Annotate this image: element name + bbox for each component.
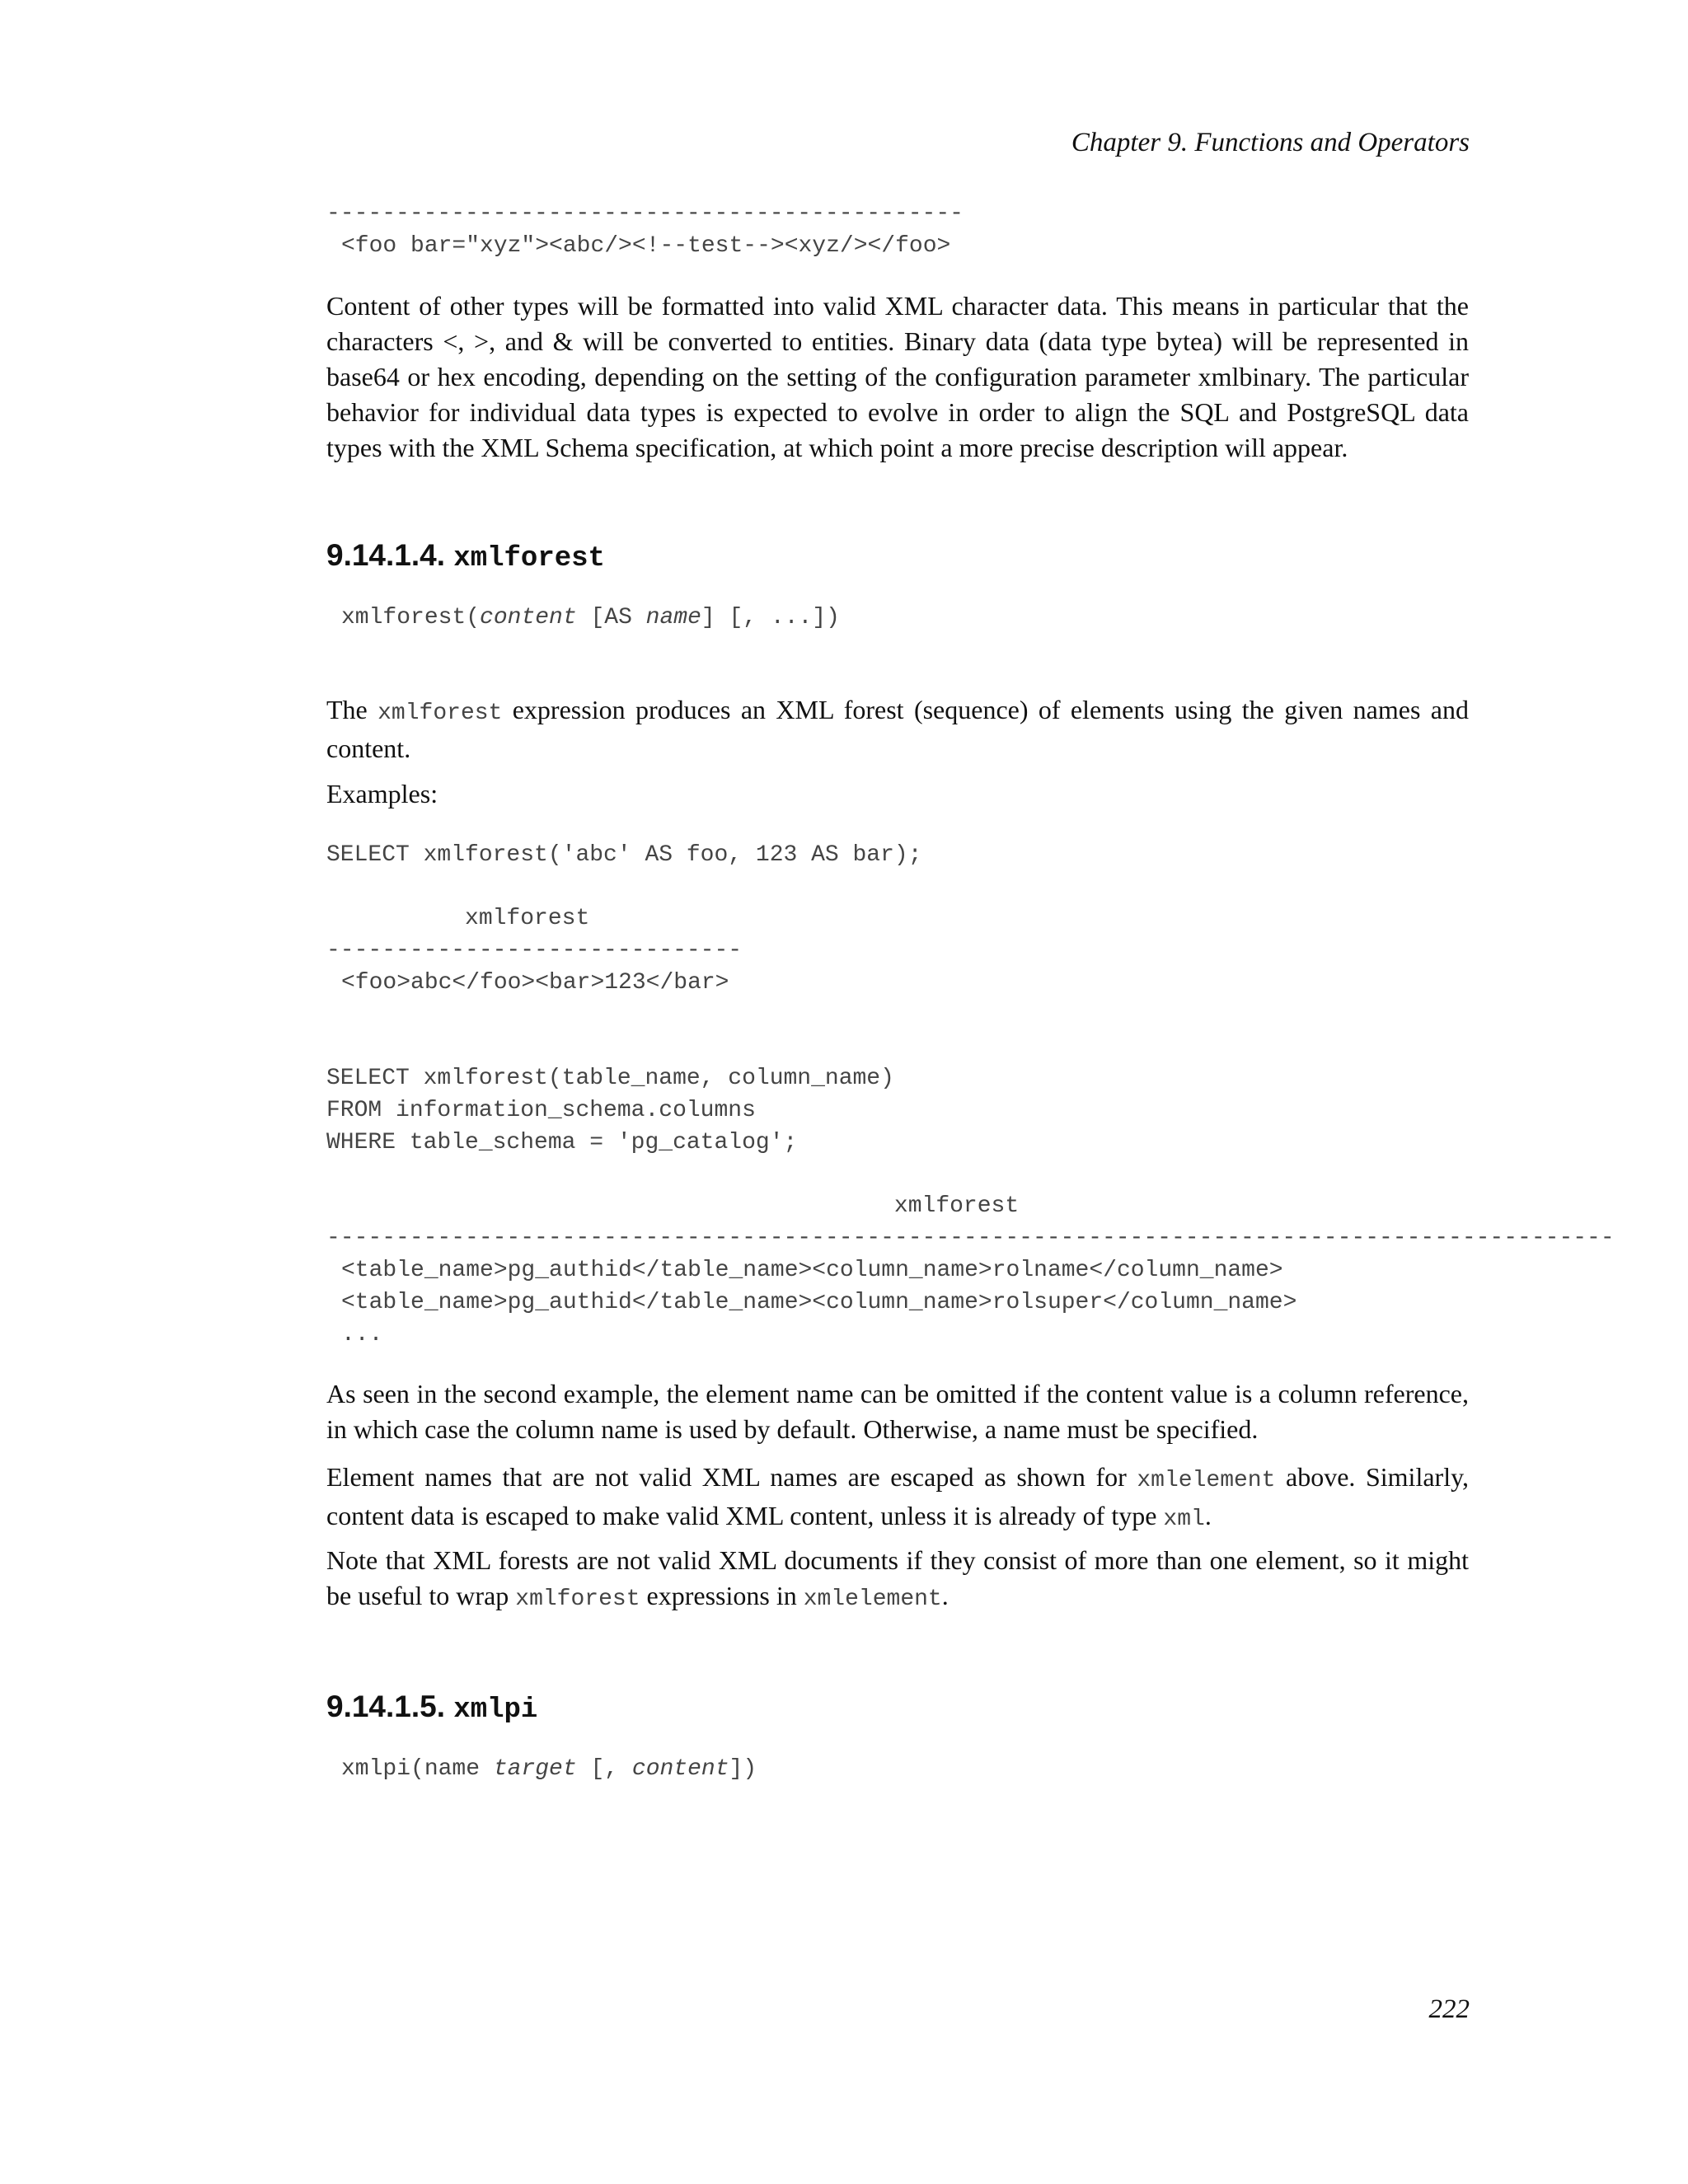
example-query-line: FROM information_schema.columns xyxy=(326,1098,756,1123)
text: Note that XML forests are not valid XML documents if they consist of more than one element, so it might be useful to wrap xyxy=(326,1545,1469,1610)
page-number: 222 xyxy=(1428,1994,1470,2024)
paragraph xyxy=(326,692,1469,766)
section-number: 9.14.1.5. xyxy=(326,1690,446,1723)
synopsis-param: name xyxy=(645,605,701,630)
example-query-line: WHERE table_schema = 'pg_catalog'; xyxy=(326,1130,798,1155)
synopsis-param: content xyxy=(631,1756,729,1782)
synopsis xyxy=(341,1753,757,1785)
result-row: <table_name>pg_authid</table_name><column_name>rolname</column_name> xyxy=(341,1258,1283,1283)
text: above. Similarly, content data is escaped to make valid XML content, unless it is already of type xyxy=(326,1462,1470,1530)
synopsis-tail: ]) xyxy=(729,1756,757,1782)
synopsis-param: content xyxy=(480,605,577,630)
inline-code: xmlelement xyxy=(803,1586,942,1612)
result-row: ... xyxy=(341,1322,383,1347)
text: The xyxy=(326,695,378,724)
inline-code: xmlforest xyxy=(377,701,503,726)
code-result: <foo bar="xyz"><abc/><!--test--><xyz/></foo> xyxy=(341,233,951,259)
synopsis-param: target xyxy=(493,1756,577,1782)
text: Element names that are not valid XML names are escaped as shown for xyxy=(326,1462,1137,1492)
synopsis-keyword: [, xyxy=(576,1756,632,1782)
result-row: <foo>abc</foo><bar>123</bar> xyxy=(341,970,729,996)
section-function-name: xmlpi xyxy=(453,1694,538,1726)
text: expression produces an XML forest (sequence) of elements using the given names and content. xyxy=(326,695,1470,763)
paragraph: Content of other types will be formatted into valid XML character data. This means in particular that the characters <, >, and & will be converted to entities. Binary data (data type bytea) will be represented in base64 or hex encoding, depending on the setting of the configuration parameter xmlbinary. The particular behavior for individual data types is expected to evolve in order to align the SQL and PostgreSQL data types with the XML Schema specification, at which point a more precise description will appear. xyxy=(326,291,1469,462)
paragraph: As seen in the second example, the element name can be omitted if the content value is a column reference, in which case the column name is used by default. Otherwise, a name must be specified. xyxy=(326,1379,1469,1444)
section-function-name: xmlforest xyxy=(453,543,605,574)
text: . xyxy=(941,1581,949,1610)
synopsis-fn: xmlpi(name xyxy=(341,1756,494,1782)
synopsis-keyword: [AS xyxy=(576,605,646,630)
section-heading-xmlforest xyxy=(326,538,605,574)
synopsis-fn: xmlforest( xyxy=(341,605,481,630)
result-divider: ------------------------------ xyxy=(326,938,743,963)
text: expressions in xyxy=(640,1581,804,1610)
inline-code: xml xyxy=(1163,1507,1205,1532)
inline-code: xmlelement xyxy=(1137,1468,1276,1493)
synopsis-tail: ] [, ...]) xyxy=(701,605,840,630)
example-query-line: SELECT xmlforest(table_name, column_name) xyxy=(326,1066,894,1091)
inline-code: xmlforest xyxy=(515,1586,640,1612)
result-column-header: xmlforest xyxy=(326,906,590,931)
text: . xyxy=(1204,1501,1212,1530)
section-number: 9.14.1.4. xyxy=(326,538,446,572)
example-query: SELECT xmlforest('abc' AS foo, 123 AS bar); xyxy=(326,842,922,868)
result-row: <table_name>pg_authid</table_name><column_name>rolsuper</column_name> xyxy=(341,1290,1297,1315)
result-divider: ---------------------------------------------- xyxy=(326,201,964,227)
paragraph xyxy=(326,1460,1469,1537)
running-header: Chapter 9. Functions and Operators xyxy=(1071,128,1470,157)
section-heading-xmlpi xyxy=(326,1690,537,1726)
result-column-header: xmlforest xyxy=(326,1193,1020,1219)
examples-label: Examples: xyxy=(326,779,438,808)
synopsis xyxy=(341,602,840,634)
paragraph xyxy=(326,1543,1469,1617)
result-divider: --------------------------------------------------------------------------------------------- xyxy=(326,1226,1615,1251)
